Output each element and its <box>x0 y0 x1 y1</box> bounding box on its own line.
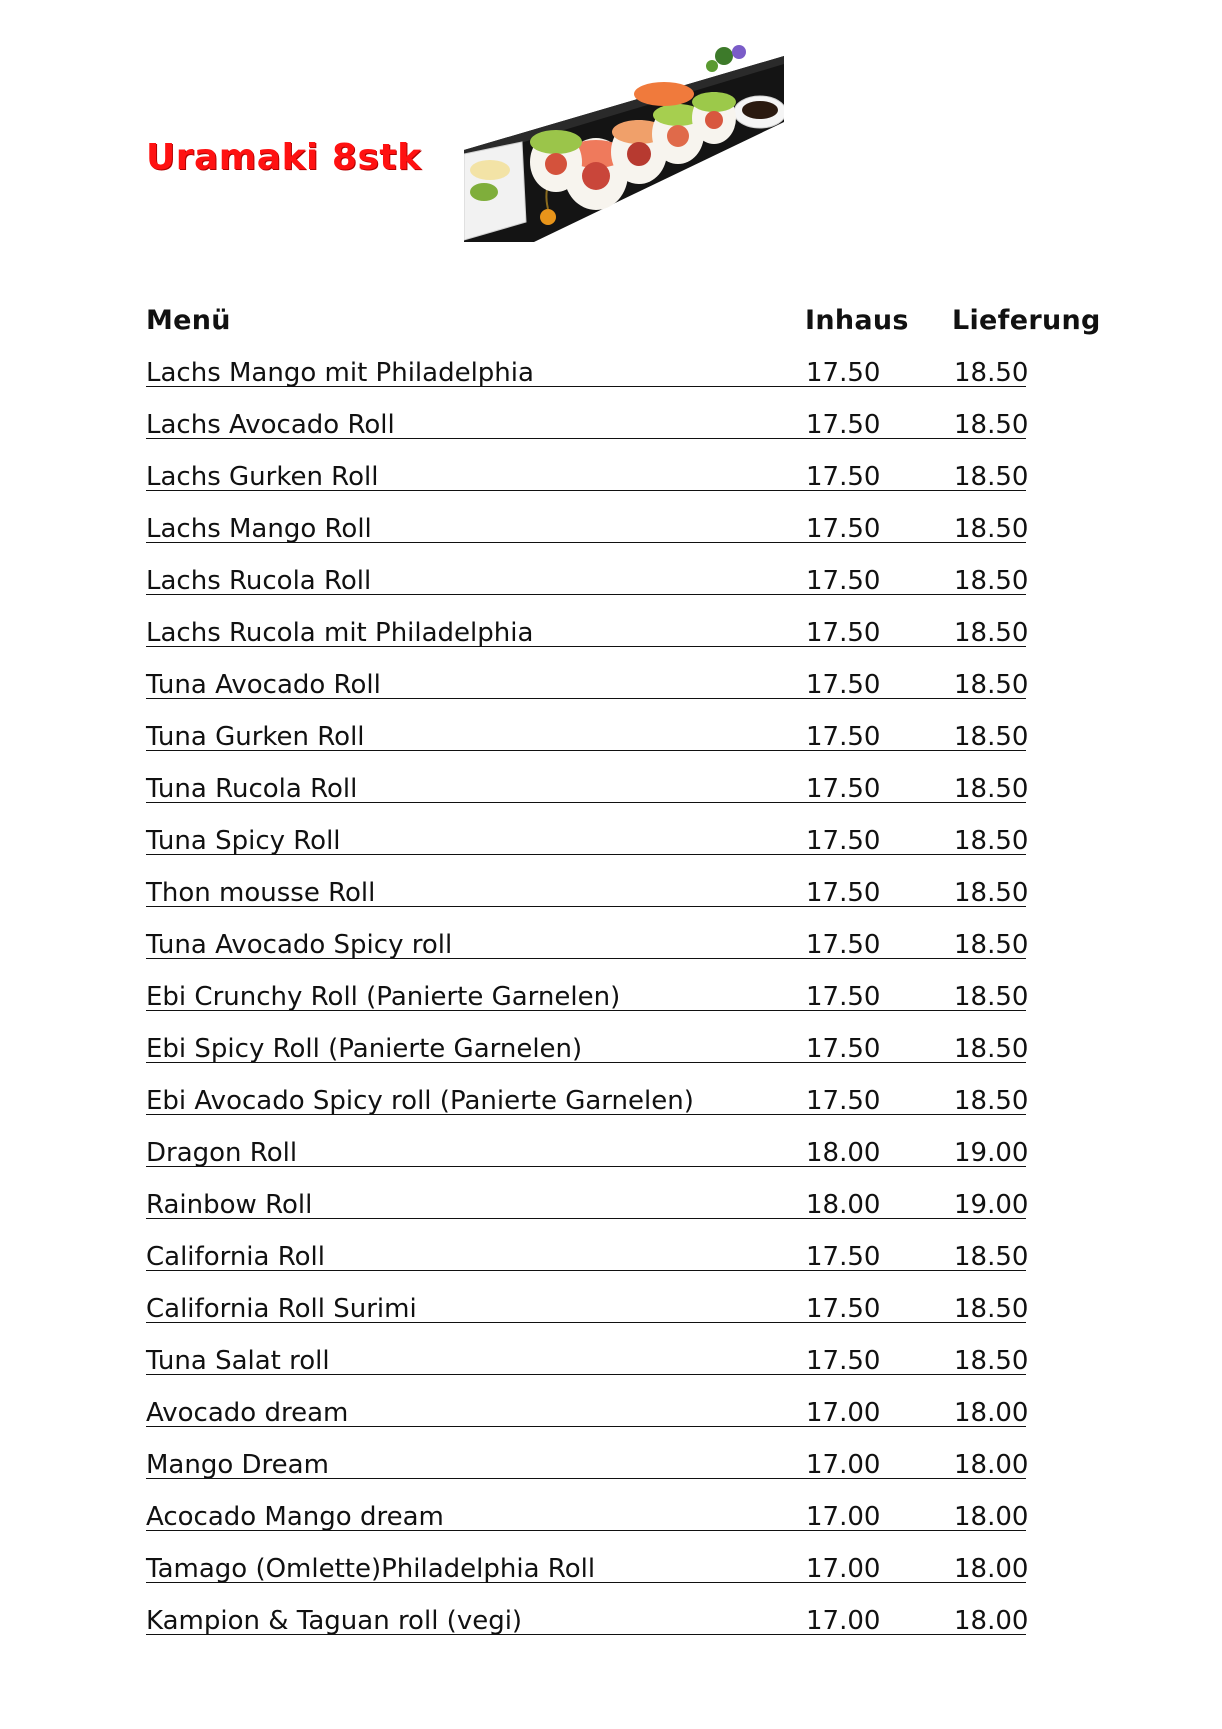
menu-list <box>146 353 1029 1653</box>
row-underline <box>146 542 1026 543</box>
menu-row <box>146 1601 1029 1653</box>
menu-row <box>146 925 1029 977</box>
price-inhaus: 17.50 <box>806 1294 881 1324</box>
price-inhaus: 17.50 <box>806 462 881 492</box>
price-lieferung: 18.50 <box>954 722 1029 752</box>
price-lieferung: 18.50 <box>954 774 1029 804</box>
row-underline <box>146 958 1026 959</box>
menu-row <box>146 1341 1029 1393</box>
item-name: Ebi Spicy Roll (Panierte Garnelen) <box>146 1034 583 1064</box>
price-inhaus: 17.50 <box>806 358 881 388</box>
price-lieferung: 18.00 <box>954 1398 1029 1428</box>
price-lieferung: 18.50 <box>954 1086 1029 1116</box>
item-name: Dragon Roll <box>146 1138 298 1168</box>
price-inhaus: 17.50 <box>806 722 881 752</box>
row-underline <box>146 1114 1026 1115</box>
menu-row <box>146 1133 1029 1185</box>
price-inhaus: 17.00 <box>806 1450 881 1480</box>
price-lieferung: 18.50 <box>954 878 1029 908</box>
row-underline <box>146 1582 1026 1583</box>
item-name: Tuna Salat roll <box>146 1346 330 1376</box>
price-inhaus: 17.00 <box>806 1502 881 1532</box>
item-name: Ebi Crunchy Roll (Panierte Garnelen) <box>146 982 621 1012</box>
item-name: Tuna Rucola Roll <box>146 774 358 804</box>
price-lieferung: 18.50 <box>954 982 1029 1012</box>
sushi-photo <box>464 42 784 242</box>
price-lieferung: 18.00 <box>954 1450 1029 1480</box>
price-inhaus: 17.50 <box>806 1346 881 1376</box>
item-name: Kampion & Taguan roll (vegi) <box>146 1606 523 1636</box>
price-lieferung: 18.50 <box>954 566 1029 596</box>
row-underline <box>146 1218 1026 1219</box>
row-underline <box>146 646 1026 647</box>
item-name: Acocado Mango dream <box>146 1502 444 1532</box>
price-lieferung: 18.50 <box>954 1034 1029 1064</box>
item-name: Tuna Gurken Roll <box>146 722 365 752</box>
row-underline <box>146 1530 1026 1531</box>
menu-row <box>146 1549 1029 1601</box>
price-lieferung: 18.50 <box>954 514 1029 544</box>
row-underline <box>146 1374 1026 1375</box>
row-underline <box>146 802 1026 803</box>
item-name: California Roll <box>146 1242 325 1272</box>
row-underline <box>146 1634 1026 1635</box>
price-lieferung: 18.00 <box>954 1554 1029 1584</box>
menu-row <box>146 405 1029 457</box>
row-underline <box>146 854 1026 855</box>
menu-row <box>146 613 1029 665</box>
price-lieferung: 18.50 <box>954 1346 1029 1376</box>
item-name: Thon mousse Roll <box>146 878 376 908</box>
price-inhaus: 17.50 <box>806 826 881 856</box>
price-inhaus: 17.50 <box>806 930 881 960</box>
item-name: Rainbow Roll <box>146 1190 313 1220</box>
menu-row <box>146 665 1029 717</box>
row-underline <box>146 1478 1026 1479</box>
price-lieferung: 18.50 <box>954 670 1029 700</box>
price-lieferung: 19.00 <box>954 1190 1029 1220</box>
menu-row <box>146 509 1029 561</box>
menu-row <box>146 821 1029 873</box>
menu-row <box>146 977 1029 1029</box>
row-underline <box>146 386 1026 387</box>
menu-row <box>146 1237 1029 1289</box>
row-underline <box>146 698 1026 699</box>
price-inhaus: 17.50 <box>806 1086 881 1116</box>
item-name: Lachs Mango Roll <box>146 514 372 544</box>
price-inhaus: 17.50 <box>806 618 881 648</box>
menu-row <box>146 1185 1029 1237</box>
price-lieferung: 18.50 <box>954 358 1029 388</box>
price-inhaus: 17.50 <box>806 566 881 596</box>
item-name: Tuna Avocado Roll <box>146 670 381 700</box>
item-name: Lachs Mango mit Philadelphia <box>146 358 534 388</box>
menu-row <box>146 717 1029 769</box>
menu-row <box>146 1445 1029 1497</box>
price-lieferung: 18.50 <box>954 410 1029 440</box>
price-lieferung: 18.50 <box>954 1242 1029 1272</box>
item-name: California Roll Surimi <box>146 1294 417 1324</box>
column-header-lieferung: Lieferung <box>952 305 1101 336</box>
price-inhaus: 17.00 <box>806 1398 881 1428</box>
row-underline <box>146 1270 1026 1271</box>
item-name: Ebi Avocado Spicy roll (Panierte Garnelen) <box>146 1086 694 1116</box>
item-name: Lachs Avocado Roll <box>146 410 395 440</box>
row-underline <box>146 906 1026 907</box>
row-underline <box>146 490 1026 491</box>
price-lieferung: 18.50 <box>954 1294 1029 1324</box>
row-underline <box>146 1010 1026 1011</box>
price-inhaus: 17.50 <box>806 1242 881 1272</box>
column-header-menu: Menü <box>146 305 231 336</box>
item-name: Mango Dream <box>146 1450 329 1480</box>
row-underline <box>146 1062 1026 1063</box>
price-lieferung: 18.50 <box>954 618 1029 648</box>
menu-row <box>146 1497 1029 1549</box>
row-underline <box>146 438 1026 439</box>
row-underline <box>146 1166 1026 1167</box>
menu-row <box>146 561 1029 613</box>
menu-row <box>146 457 1029 509</box>
sushi-platter-image <box>464 42 784 242</box>
price-inhaus: 17.50 <box>806 878 881 908</box>
page-title: Uramaki 8stk <box>146 137 422 178</box>
price-inhaus: 17.00 <box>806 1606 881 1636</box>
price-lieferung: 18.00 <box>954 1502 1029 1532</box>
menu-row <box>146 769 1029 821</box>
row-underline <box>146 1426 1026 1427</box>
price-inhaus: 17.50 <box>806 410 881 440</box>
menu-row <box>146 1393 1029 1445</box>
price-lieferung: 18.50 <box>954 930 1029 960</box>
price-inhaus: 17.50 <box>806 670 881 700</box>
item-name: Tamago (Omlette)Philadelphia Roll <box>146 1554 596 1584</box>
price-inhaus: 17.50 <box>806 1034 881 1064</box>
price-inhaus: 17.00 <box>806 1554 881 1584</box>
price-lieferung: 18.50 <box>954 462 1029 492</box>
menu-row <box>146 1029 1029 1081</box>
price-lieferung: 19.00 <box>954 1138 1029 1168</box>
item-name: Tuna Spicy Roll <box>146 826 341 856</box>
price-lieferung: 18.00 <box>954 1606 1029 1636</box>
item-name: Lachs Rucola mit Philadelphia <box>146 618 534 648</box>
price-inhaus: 17.50 <box>806 774 881 804</box>
item-name: Tuna Avocado Spicy roll <box>146 930 453 960</box>
row-underline <box>146 750 1026 751</box>
menu-row <box>146 353 1029 405</box>
price-inhaus: 18.00 <box>806 1138 881 1168</box>
column-header-inhaus: Inhaus <box>805 305 909 336</box>
price-inhaus: 18.00 <box>806 1190 881 1220</box>
item-name: Avocado dream <box>146 1398 349 1428</box>
menu-row <box>146 1289 1029 1341</box>
row-underline <box>146 1322 1026 1323</box>
row-underline <box>146 594 1026 595</box>
menu-row <box>146 873 1029 925</box>
item-name: Lachs Rucola Roll <box>146 566 372 596</box>
menu-row <box>146 1081 1029 1133</box>
item-name: Lachs Gurken Roll <box>146 462 379 492</box>
price-lieferung: 18.50 <box>954 826 1029 856</box>
price-inhaus: 17.50 <box>806 982 881 1012</box>
price-inhaus: 17.50 <box>806 514 881 544</box>
